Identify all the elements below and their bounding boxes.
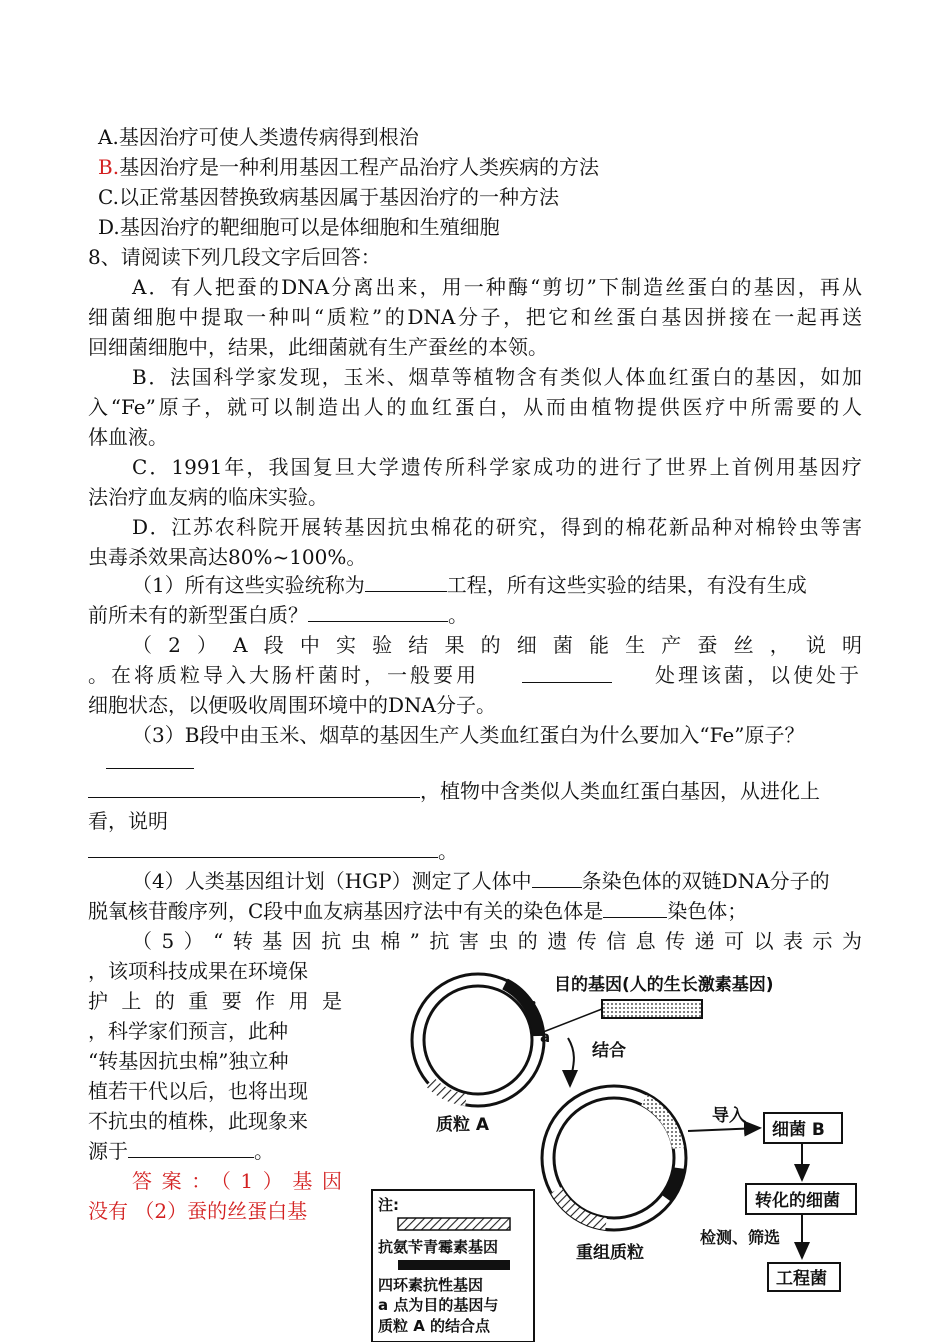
subquestion-5: 植若干代以后，也将出现 [88, 1079, 308, 1103]
legend-note: 质粒 A 的结合点 [378, 1317, 491, 1335]
point-a-label: a [540, 1028, 551, 1046]
recombinant-plasmid [542, 1086, 686, 1230]
legend-tet: 四环素抗性基因 [378, 1276, 484, 1294]
engineered-label: 工程菌 [776, 1269, 827, 1289]
subquestion-1: 前所未有的新型蛋白质？ 。 [88, 603, 468, 627]
legend-hatch-swatch [398, 1218, 510, 1230]
option-d: D.基因治疗的靶细胞可以是体细胞和生殖细胞 [98, 215, 500, 239]
legend-note: a 点为目的基因与 [378, 1296, 499, 1314]
answer-blank[interactable] [88, 777, 420, 798]
answer-blank[interactable] [532, 867, 582, 888]
combine-arrow [568, 1038, 574, 1086]
answer-text: 答案：（1）基因 [132, 1169, 342, 1193]
plasmid-a-label: 质粒 A [436, 1115, 490, 1135]
transformed-label: 转化的细菌 [755, 1191, 840, 1211]
option-c: C.以正常基因替换致病基因属于基因治疗的一种方法 [98, 185, 559, 209]
paragraph-c-line: 法治疗血友病的临床实验。 [88, 485, 328, 509]
target-gene-bar [602, 1000, 702, 1018]
paragraph-b-line: 入“Fe”原子，就可以制造出人的血红蛋白，从而由植物提供医疗中所需要的人 [88, 395, 862, 419]
subquestion-3: 。 [88, 836, 458, 866]
subquestion-1: （1）所有这些实验统称为 工程，所有这些实验的结果，有没有生成 [132, 573, 807, 597]
paragraph-a-line: 回细菌细胞中，结果，此细菌就有生产蚕丝的本领。 [88, 335, 548, 359]
subquestion-3: 看，说明 [88, 809, 168, 833]
legend-title: 注: [378, 1196, 399, 1214]
answer-blank[interactable] [128, 1137, 254, 1158]
option-a: A.基因治疗可使人类遗传病得到根治 [98, 125, 419, 149]
bacteria-b-label: 细菌 B [772, 1120, 825, 1140]
subquestion-5: “转基因抗虫棉”独立种 [88, 1049, 289, 1073]
paragraph-d-line: D．江苏农科院开展转基因抗虫棉花的研究，得到的棉花新品种对棉铃虫等害 [132, 515, 862, 539]
gene-engineering-diagram [370, 958, 870, 1342]
import-arrow [688, 1128, 760, 1131]
subquestion-5: 源于 。 [88, 1139, 274, 1163]
combine-line [538, 1009, 602, 1034]
subquestion-3: ，植物中含类似人类血红蛋白基因，从进化上 [88, 776, 820, 806]
subquestion-5: ，该项科技成果在环境保 [88, 959, 308, 983]
recombinant-label: 重组质粒 [576, 1243, 644, 1263]
option-b: B.基因治疗是一种利用基因工程产品治疗人类疾病的方法 [98, 155, 600, 179]
subquestion-5: ，科学家们预言，此种 [88, 1019, 288, 1043]
detect-label: 检测、筛选 [700, 1228, 781, 1247]
answer-blank[interactable] [308, 601, 448, 622]
answer-blank[interactable] [106, 748, 194, 769]
subquestion-5: 不抗虫的植株，此现象来 [88, 1109, 308, 1133]
combine-label: 结合 [592, 1041, 626, 1061]
subquestion-2: 。在将质粒导入大肠杆菌时，一般要用 处理该菌，以使处于 [88, 663, 862, 687]
paragraph-a-line: A．有人把蚕的DNA分离出来，用一种酶“剪切”下制造丝蛋白的基因，再从 [132, 275, 862, 299]
paragraph-d-line: 虫毒杀效果高达80%~100%。 [88, 545, 367, 569]
import-label: 导入 [712, 1106, 746, 1126]
question-8-title: 8、请阅读下列几段文字后回答： [88, 245, 381, 269]
subquestion-2: 细胞状态，以便吸收周围环境中的DNA分子。 [88, 693, 496, 717]
subquestion-4: （4）人类基因组计划（HGP）测定了人体中 条染色体的双链DNA分子的 [132, 869, 830, 893]
subquestion-4: 脱氧核苷酸序列，C段中血友病基因疗法中有关的染色体是 染色体； [88, 899, 748, 923]
answer-blank[interactable] [603, 897, 667, 918]
paragraph-c-line: C．1991年，我国复旦大学遗传所科学家成功的进行了世界上首例用基因疗 [132, 455, 862, 479]
plasmid-mark: • [530, 997, 538, 1010]
subquestion-5: 护上的重要作用是 [88, 989, 342, 1013]
paragraph-a-line: 细菌细胞中提取一种叫“质粒”的DNA分子，把它和丝蛋白基因拼接在一起再送 [88, 305, 862, 329]
legend-amp: 抗氨苄青霉素基因 [378, 1238, 499, 1256]
target-gene-label: 目的基因(人的生长激素基因) [554, 975, 774, 995]
paragraph-b-line: B．法国科学家发现，玉米、烟草等植物含有类似人体血红蛋白的基因，如加 [132, 365, 862, 389]
subquestion-3: （3）B段中由玉米、烟草的基因生产人类血红蛋白为什么要加入“Fe”原子？ [132, 723, 805, 747]
plasmid-a [412, 974, 544, 1106]
paragraph-b-line: 体血液。 [88, 425, 168, 449]
answer-blank[interactable] [88, 837, 438, 858]
subquestion-5: （5）“转基因抗虫棉”抗害虫的遗传信息传递可以表示为 [132, 929, 862, 953]
subquestion-2: （2）A段中实验结果的细菌能生产蚕丝，说明 [132, 633, 862, 657]
answer-text: 没有 （2）蚕的丝蛋白基 [88, 1199, 308, 1223]
legend-black-swatch [398, 1260, 510, 1270]
answer-blank[interactable] [522, 662, 612, 683]
answer-blank[interactable] [365, 571, 447, 592]
